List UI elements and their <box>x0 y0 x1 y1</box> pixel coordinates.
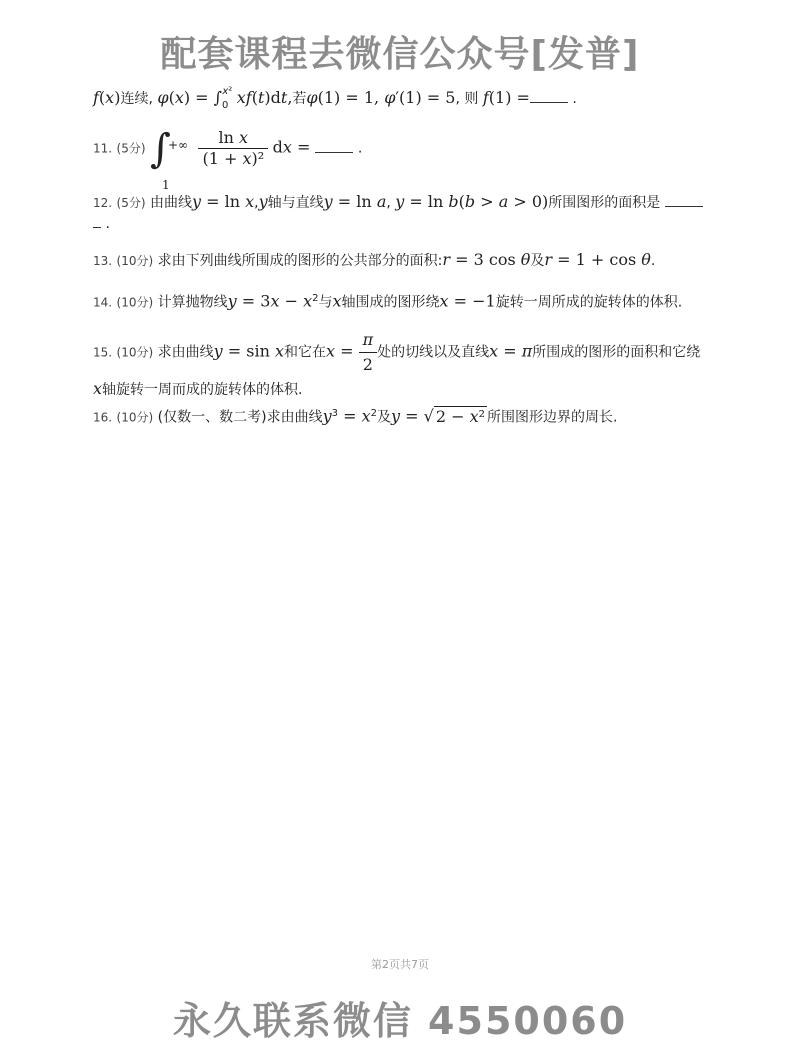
q15-text-b: 和它在 <box>284 344 327 361</box>
q16-score: (10分) <box>116 410 154 425</box>
q14-number: 14. <box>93 295 113 310</box>
q15-text-c: 处的切线以及直线 <box>377 344 490 361</box>
watermark-top: 配套课程去微信公众号[发普] <box>160 34 640 75</box>
q11-score: (5分) <box>116 141 146 156</box>
q12-text-c: 所围图形的面积是 <box>548 195 661 211</box>
question-10-continuation: f(x)连续, $\varphi(x) = \int_0^{x^2}$ xf(t)dt,若φ(1) = 1, φ′(1) = 5, 则 f(1) = . <box>93 86 577 111</box>
q16-text-c: 所围图形边界的周长. <box>487 409 618 426</box>
q11-number: 11. <box>93 141 113 156</box>
question-11: 11. (5分) ∫ +∞ 1 $\frac{\text{ln x}}{\text{(1 + x)²}}$ dx = . <box>93 125 363 192</box>
q10-text-b: 若 <box>292 91 307 107</box>
q12-number: 12. <box>93 196 113 210</box>
q14-text-b: 与 <box>318 294 333 311</box>
page-footer: 第2页共7页 <box>371 958 429 971</box>
watermark-bottom: 永久联系微信 4550060 <box>172 999 628 1043</box>
q13-score: (10分) <box>116 254 154 268</box>
question-13: 13. (10分) 求由下列曲线所围成的图形的公共部分的面积:r = 3 cos θ及r = 1 + cos θ. <box>93 250 656 269</box>
integral-sign: ∫ +∞ 1 <box>150 125 189 192</box>
q15-score: (10分) <box>116 345 154 360</box>
q14-score: (10分) <box>116 295 154 310</box>
q16-text-b: 及 <box>376 409 391 426</box>
q13-text-b: 及 <box>530 253 545 269</box>
q14-text-a: 计算抛物线 <box>157 294 228 311</box>
q14-text-c: 轴围成的图形绕 <box>341 294 440 311</box>
q10-text-c: , 则 <box>455 91 479 107</box>
q15-text-d: 所围成的图形的面积和它绕 <box>532 344 701 361</box>
question-16: 16. (10分) (仅数一、数二考)求由曲线$y^3 = x^2$及y = √ 2 − x² 所围图形边界的周长. <box>93 406 618 426</box>
q15-text-a: 求由曲线 <box>157 344 214 361</box>
question-12: 12. (5分) 由曲线y = ln x,y轴与直线y = ln a, y = ln b(b > a > 0)所围图形的面积是 . <box>93 192 708 234</box>
q13-number: 13. <box>93 254 113 268</box>
answer-blank[interactable] <box>315 138 353 153</box>
q16-number: 16. <box>93 410 113 425</box>
answer-blank-tail <box>93 213 101 228</box>
q10-text-a: 连续, <box>120 91 153 107</box>
answer-blank[interactable] <box>530 88 568 103</box>
q12-text-b: 轴与直线 <box>267 195 324 211</box>
question-14: 14. (10分) 计算抛物线$y = 3x - x^2$与x轴围成的图形绕x = −1旋转一周所成的旋转体的体积. <box>93 291 683 311</box>
q15-number: 15. <box>93 345 113 360</box>
q14-text-d: 旋转一周所成的旋转体的体积. <box>495 294 683 311</box>
q16-text-a: (仅数一、数二考)求由曲线 <box>157 409 323 426</box>
q12-text-a: 由曲线 <box>150 195 192 211</box>
question-15: 15. (10分) 求由曲线y = sin x和它在x = $\frac{\pi}{2}$ 处的切线以及直线x = π所围成的图形的面积和它绕 x轴旋转一周而成的旋转体的体积. <box>93 330 701 398</box>
q15-text-e: 轴旋转一周而成的旋转体的体积. <box>102 382 303 398</box>
q12-score: (5分) <box>116 196 146 210</box>
q13-text-a: 求由下列曲线所围成的图形的公共部分的面积: <box>157 253 443 269</box>
answer-blank[interactable] <box>665 192 703 207</box>
